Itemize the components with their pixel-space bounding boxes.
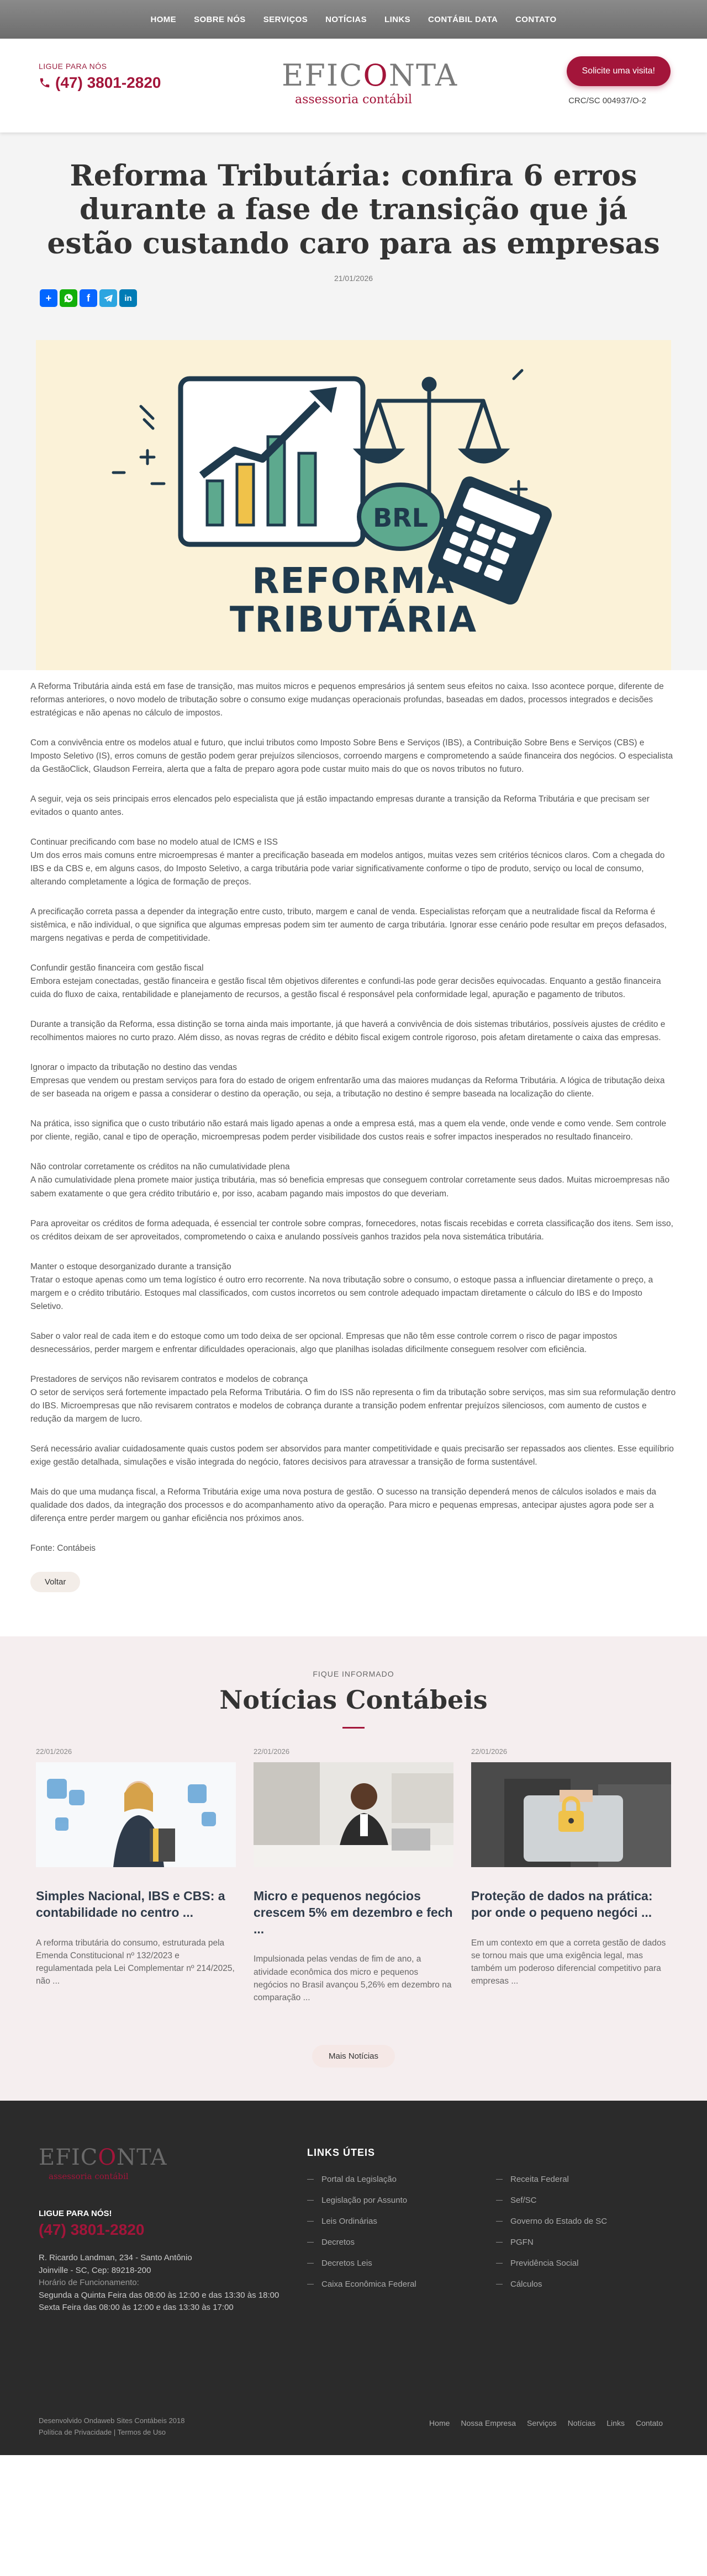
article-text: Durante a transição da Reforma, essa distinção se torna ainda mais importante, já que haverá a convivência de dois sistemas tributários, possíveis ajustes de crédito e recolhimentos maiores no curto prazo. Além disso, as novas regras de crédito e débito fiscal exigem controle rigoroso, pois afetam diretamente o caixa das empresas.: [30, 1020, 666, 1043]
article-subheading: Não controlar corretamente os créditos na não cumulatividade plena: [30, 1162, 290, 1172]
address-line-2: Joinville - SC, Cep: 89218-200: [39, 2265, 151, 2275]
share-bar: [40, 289, 707, 307]
article-text: A precificação correta passa a depender da integração entre custo, tributo, margem e canal de venda. Especialistas reforçam que a neutralidade fiscal da Reforma é sistêmica, e não individual, o que significa que algumas empresas podem sim ter aumento de carga tributária. Ignorar esse cenário pode resultar em preços defasados, margens negativas e perda de competitividade.: [30, 907, 667, 944]
footer-call-label: LIGUE PARA NÓS!: [39, 2209, 112, 2219]
footer-nav-servicos[interactable]: Serviços: [527, 2419, 557, 2428]
nav-servicos[interactable]: SERVIÇOS: [263, 14, 308, 24]
chart-board-icon: [181, 379, 363, 544]
businessman-office-icon: [254, 1762, 453, 1867]
article-text: A seguir, veja os seis principais erros elencados pelo especialista que já estão impactando empresas durante a transição da Reforma Tributária e que precisam ser evitados o quanto antes.: [30, 794, 650, 818]
article-paragraph: [30, 680, 677, 720]
footer-nav-noticias[interactable]: Notícias: [567, 2419, 596, 2428]
article-text: Tratar o estoque apenas como um tema logístico é outro erro recorrente. Na nova tributação sobre o consumo, o estoque passa a influenciar diretamente o preço, a margem e o crédito tributário. Estoques mal classificados, com custos incorretos ou sem controle adequado impactam diretamente o cálculo do IBS e do Imposto Seletivo.: [30, 1275, 653, 1311]
article-paragraph: [30, 1542, 677, 1555]
article-text: Será necessário avaliar cuidadosamente quais custos podem ser absorvidos para manter competitividade e quais precisarão ser repassados aos clientes. Esse equilíbrio exige gestão detalhada, simulações e visão integrada do negócio, fatores decisivos para atravessar a transição de forma sustentável.: [30, 1444, 674, 1467]
article-paragraph: [30, 1330, 677, 1356]
svg-text:BRL: BRL: [373, 503, 428, 533]
footer-link[interactable]: Leis Ordinárias: [307, 2217, 416, 2226]
phone-label: LIGUE PARA NÓS: [39, 62, 107, 71]
footer-link[interactable]: Caixa Econômica Federal: [307, 2280, 416, 2289]
article-text: O setor de serviços será fortemente impactado pela Reforma Tributária. O fim do ISS não representa o fim da tributação sobre serviços, mas sim sua reformulação dentro do IBS. Microempresas que não revisarem contratos e modelos de cobrança durante a transição podem enfrentar prejuízos silenciosos, com aumento de custos e redução da margem de lucro.: [30, 1387, 676, 1424]
article-paragraphs: [30, 680, 677, 1555]
header-phone-block: [39, 62, 161, 92]
more-news-button[interactable]: Mais Notícias: [312, 2045, 395, 2068]
phone-icon: [39, 77, 51, 89]
hero-image: [36, 340, 671, 670]
news-card[interactable]: [254, 1747, 453, 2005]
article-subheading: Ignorar o impacto da tributação no destino das vendas: [30, 1063, 237, 1073]
article-body: [0, 670, 707, 1614]
crc-registration: CRC/SC 004937/O-2: [568, 96, 646, 105]
article-paragraph: [30, 1260, 677, 1313]
news-card-title[interactable]: Simples Nacional, IBS e CBS: a contabilidade no centro ...: [36, 1888, 225, 1920]
data-protection-lock-icon: [471, 1762, 671, 1867]
article-text: Empresas que vendem ou prestam serviços para fora do estado de origem enfrentarão uma das maiores mudanças da Reforma Tributária. A lógica de tributação deixa de ser baseada na origem e passa a considerar o destino da operação, ou seja, a tributação no destino é sempre baseada na localização do cliente.: [30, 1076, 665, 1099]
footer-logo[interactable]: EFICONTA: [39, 2145, 167, 2171]
request-visit-button[interactable]: Solicite uma visita!: [567, 56, 671, 86]
article-paragraph: [30, 1018, 677, 1045]
article-paragraph: [30, 736, 677, 776]
footer-link[interactable]: Cálculos: [496, 2280, 607, 2289]
article-paragraph: [30, 1443, 677, 1469]
news-card[interactable]: [471, 1747, 671, 2005]
article-paragraph: [30, 1486, 677, 1525]
share-plus-icon[interactable]: +: [40, 289, 57, 307]
footer-link[interactable]: Legislação por Assunto: [307, 2196, 416, 2205]
useful-links-title: LINKS ÚTEIS: [307, 2147, 376, 2159]
article-text: A não cumulatividade plena promete maior justiça tributária, mas só beneficia empresas que conseguem controlar corretamente seus dados. Muitas microempresas não sabem exatamente o que gera crédito tributário e, por isso, acabam pagando mais impostos do que deveriam.: [30, 1175, 670, 1199]
site-footer: [0, 2101, 707, 2455]
footer-bottom-nav: [429, 2419, 663, 2427]
article-text: A Reforma Tributária ainda está em fase de transição, mas muitos micros e pequenos empresários já sentem seus efeitos no caixa. Isso acontece porque, diferente de reformas anteriores, o novo modelo de tributação sobre o consumo exige mudanças operacionais profundas, baseadas em dados, processos integrados e decisões estratégicas e não apenas no cálculo de impostos.: [30, 682, 664, 718]
news-section: [0, 1636, 707, 2101]
hours-line-2: Sexta Feira das 08:00 às 12:00 e das 13:30 às 17:00: [39, 2303, 234, 2313]
news-card-excerpt: A reforma tributária do consumo, estruturada pela Emenda Constitucional nº 132/2023 e regulamentada pela Lei Complementar nº 214/2025, não ...: [36, 1938, 235, 1986]
article-subheading: Prestadores de serviços não revisarem contratos e modelos de cobrança: [30, 1374, 308, 1384]
post-title-section: [0, 132, 707, 340]
news-card-image: [36, 1762, 236, 1867]
header-phone-number: (47) 3801-2820: [55, 74, 161, 91]
footer-link[interactable]: Decretos: [307, 2238, 416, 2247]
logo-wordmark: EFICONTA: [282, 58, 458, 93]
nav-links[interactable]: LINKS: [384, 14, 411, 24]
article-text: Embora estejam conectadas, gestão financeira e gestão fiscal têm objetivos diferentes e confundi-las pode gerar decisões equivocadas. Enquanto a gestão financeira cuida do fluxo de caixa, rentabilidade e planejamento de recursos, a gestão fiscal é responsável pela conformidade legal, apuração e pagamento de tributos.: [30, 977, 661, 1000]
nav-home[interactable]: HOME: [150, 14, 177, 24]
address-line-1: R. Ricardo Landman, 234 - Santo Antônio: [39, 2253, 192, 2263]
privacy-links[interactable]: Política de Privacidade | Termos de Uso: [39, 2427, 166, 2436]
footer-credits: [39, 2415, 185, 2437]
nav-noticias[interactable]: NOTÍCIAS: [325, 14, 367, 24]
developer-credit[interactable]: Desenvolvido Ondaweb Sites Contábeis 2018: [39, 2416, 185, 2425]
article-paragraph: [30, 1117, 677, 1144]
news-card[interactable]: [36, 1747, 236, 2005]
article-text: Saber o valor real de cada item e do estoque como um todo deixa de ser opcional. Empresas que não têm esse controle correm o risco de pagar impostos desnecessários, perder margem e enfrentar dificuldades operacionais, algo que planilhas isoladas dificilmente conseguem resolver com eficiência.: [30, 1331, 618, 1354]
footer-phone[interactable]: (47) 3801-2820: [39, 2221, 145, 2239]
whatsapp-icon[interactable]: [60, 289, 77, 307]
news-card-excerpt: Em um contexto em que a correta gestão de dados se tornou mais que uma exigência legal, mas também um poderoso diferencial competitivo para empresas ...: [471, 1938, 666, 1986]
footer-nav-home[interactable]: Home: [429, 2419, 450, 2428]
news-card-image: [254, 1762, 453, 1867]
article-paragraph: [30, 1217, 677, 1244]
woman-with-binders-icon: [36, 1762, 236, 1867]
news-cards: [0, 1747, 707, 2005]
article-paragraph: [30, 836, 677, 889]
nav-contato[interactable]: CONTATO: [515, 14, 557, 24]
news-title: Notícias Contábeis: [219, 1684, 488, 1715]
hero-title-line-1: REFORMA: [252, 561, 455, 602]
linkedin-icon[interactable]: in: [119, 289, 137, 307]
useful-links-column-2: [496, 2175, 607, 2301]
footer-link[interactable]: Governo do Estado de SC: [496, 2217, 607, 2226]
hero-wrapper: [0, 340, 707, 670]
footer-link[interactable]: PGFN: [496, 2238, 607, 2247]
article-subheading: Confundir gestão financeira com gestão fiscal: [30, 963, 204, 973]
news-card-date: 22/01/2026: [254, 1747, 290, 1756]
footer-address: [39, 2252, 279, 2314]
article-paragraph: [30, 793, 677, 819]
news-card-date: 22/01/2026: [471, 1747, 508, 1756]
news-card-date: 22/01/2026: [36, 1747, 72, 1756]
news-card-title[interactable]: Micro e pequenos negócios crescem 5% em dezembro e fech ...: [254, 1888, 453, 1936]
hours-line-1: Segunda a Quinta Feira das 08:00 às 12:00 e das 13:30 às 18:00: [39, 2290, 279, 2300]
footer-logo-subtitle: assessoria contábil: [49, 2171, 129, 2182]
article-text: Um dos erros mais comuns entre microempresas é manter a precificação baseada em modelos antigos, muitas vezes sem critérios técnicos claros. Com a chegada do IBS e da CBS e, em alguns casos, do Imposto Seletivo, a carga tributária pode variar significativamente conforme o tipo de produto, serviço ou local de consumo, alterando completamente a lógica de formação de preços.: [30, 851, 665, 887]
hero-title-line-2: TRIBUTÁRIA: [229, 600, 478, 641]
article-paragraph: [30, 905, 677, 945]
site-header: [0, 39, 707, 132]
logo-subtitle: assessoria contábil: [294, 93, 413, 107]
back-button[interactable]: Voltar: [30, 1572, 80, 1592]
article-paragraph: [30, 1160, 677, 1200]
header-phone[interactable]: [39, 74, 161, 92]
nav-sobre-nos[interactable]: SOBRE NÓS: [194, 14, 246, 24]
post-title: Reforma Tributária: confira 6 erros durante a fase de transição que já estão custando caro para as empresas: [47, 159, 660, 261]
nav-contabil-data[interactable]: CONTÁBIL DATA: [428, 14, 498, 24]
telegram-icon[interactable]: [99, 289, 117, 307]
footer-nav-contato[interactable]: Contato: [635, 2419, 663, 2428]
article-subheading: Manter o estoque desorganizado durante a transição: [30, 1262, 231, 1271]
site-logo[interactable]: [282, 58, 458, 107]
article-text: Com a convivência entre os modelos atual e futuro, que inclui tributos como Imposto Sobre Bens e Serviços (IBS), a Contribuição Sobre Bens e Serviços (CBS) e Imposto Seletivo (IS), erros comuns de gestão podem gerar prejuízos silenciosos, corroendo margens e comprometendo a saúde financeira dos negócios. O especialista da GestãoClick, Glaudson Ferreira, alerta que a falta de preparo agora pode custar muito mais do que os novos tributos no futuro.: [30, 738, 673, 775]
footer-link[interactable]: Previdência Social: [496, 2259, 607, 2268]
footer-link[interactable]: Sef/SC: [496, 2196, 607, 2205]
footer-nav-nossa-empresa[interactable]: Nossa Empresa: [461, 2419, 516, 2428]
hours-label: Horário de Funcionamento:: [39, 2278, 139, 2288]
facebook-icon[interactable]: f: [80, 289, 97, 307]
footer-link[interactable]: Portal da Legislação: [307, 2175, 416, 2184]
news-kicker: FIQUE INFORMADO: [313, 1669, 394, 1678]
article-paragraph: [30, 962, 677, 1001]
article-text: Para aproveitar os créditos de forma adequada, é essencial ter controle sobre compras, fornecedores, notas fiscais recebidas e correta classificação dos itens. Sem isso, os créditos deixam de ser aproveitados, comprometendo o caixa e anulando possíveis ganhos trazidos pela nova sistemática tributária.: [30, 1218, 673, 1242]
article-paragraph: [30, 1061, 677, 1101]
article-text: Mais do que uma mudança fiscal, a Reforma Tributária exige uma nova postura de gestão. O sucesso na transição dependerá menos de cálculos isolados e mais da qualidade dos dados, da integração dos processos e do acompanhamento ativo da operação. Para micro e pequenas empresas, antecipar ajustes agora pode ser a diferença entre perder margem ou ganhar eficiência nos próximos anos.: [30, 1487, 656, 1523]
brl-badge-icon: [359, 485, 442, 549]
article-subheading: Continuar precificando com base no modelo atual de ICMS e ISS: [30, 838, 278, 847]
footer-nav-links[interactable]: Links: [606, 2419, 625, 2428]
article-text: Na prática, isso significa que o custo tributário não estará mais ligado apenas a onde a empresa está, mas a quem ela vende, onde vende e como vende. Sem controle por cliente, região, canal e tipo de operação, microempresas podem perder visibilidade dos custos reais e sofrer impactos inesperados no resultado financeiro.: [30, 1119, 667, 1142]
top-navigation: [0, 0, 707, 39]
article-paragraph: [30, 1373, 677, 1426]
news-card-title[interactable]: Proteção de dados na prática: por onde o pequeno negóci ...: [471, 1888, 653, 1920]
article-text: Fonte: Contábeis: [30, 1543, 96, 1553]
footer-link[interactable]: Decretos Leis: [307, 2259, 416, 2268]
news-card-excerpt: Impulsionada pelas vendas de fim de ano, a atividade econômica dos micro e pequenos negócios no Brasil avançou 5,26% em dezembro na comparação ...: [254, 1954, 452, 2003]
news-card-image: [471, 1762, 671, 1867]
post-date: 21/01/2026: [334, 274, 373, 283]
footer-link[interactable]: Receita Federal: [496, 2175, 607, 2184]
useful-links-column-1: [307, 2175, 416, 2301]
news-divider: [342, 1727, 365, 1729]
